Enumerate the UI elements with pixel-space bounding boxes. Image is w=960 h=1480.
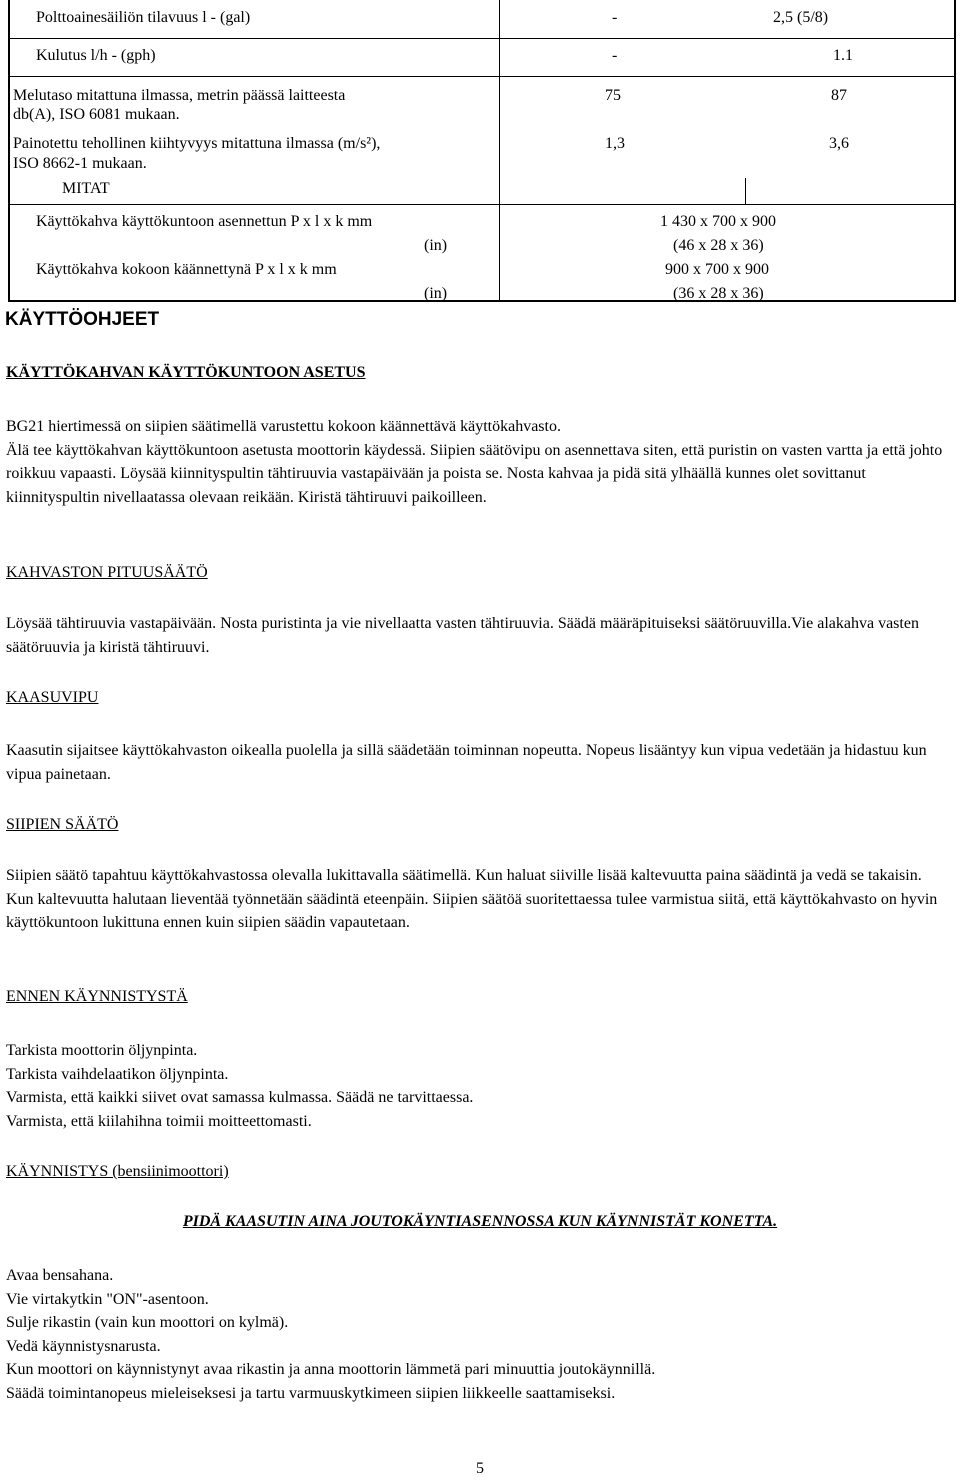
spec-label: ISO 8662-1 mukaan. (13, 155, 147, 172)
list-item: Avaa bensahana. (6, 1267, 114, 1284)
spec-label: db(A), ISO 6081 mukaan. (13, 106, 180, 123)
list-item: Varmista, että kiilahihna toimii moitteettomasti. (6, 1112, 312, 1130)
divider (499, 0, 500, 300)
list-item: Kun moottori on käynnistynyt avaa rikastin ja anna moottorin lämmetä pari minuuttia joutokäynnillä. (6, 1361, 656, 1378)
list-item: Säädä toimintanopeus mieleiseksesi ja tartu varmuuskytkimeen siipien liikkeelle saattamiseksi. (6, 1384, 616, 1402)
dim-value-in: (36 x 28 x 36) (673, 285, 764, 302)
spec-value: 2,5 (5/8) (773, 9, 829, 26)
divider (10, 76, 954, 77)
spec-value: 1,3 (605, 135, 625, 152)
page-number: 5 (476, 1460, 484, 1477)
list-item: Sulje rikastin (vain kun moottori on kylmä). (6, 1314, 289, 1331)
spec-value: - (612, 9, 618, 26)
list-item: Tarkista vaihdelaatikon öljynpinta. (6, 1065, 229, 1083)
list-item: Vie virtakytkin "ON"-asentoon. (6, 1290, 209, 1308)
list-item: Vedä käynnistysnarusta. (6, 1337, 161, 1355)
paragraph: BG21 hiertimessä on siipien säätimellä varustettu kokoon käännettävä käyttökahvasto. (6, 418, 561, 435)
dim-unit: (in) (424, 237, 448, 254)
kaasuvipu-text: Kaasutin sijaitsee käyttökahvaston oikealla puolella ja sillä säädetään toiminnan nopeutta. Nopeus lisääntyy kun vipua vedetään ja hidastuu kun vipua painetaan. (6, 742, 927, 783)
section-heading-siipien: SIIPIEN SÄÄTÖ (6, 816, 119, 833)
emphasis-note: PIDÄ KAASUTIN AINA JOUTOKÄYNTIASENNOSSA KUN KÄYNNISTÄT KONETTA. (182, 1213, 778, 1230)
paragraph: Älä tee käyttökahvan käyttökuntoon asetusta moottorin käydessä. Siipien säätövipu on asennettava siten, että puristin on vasten vartta ja että johto roikkuu vapaasti. Löysää kiinnityspultin tähtiruuvia vastapäivään ja poista se. Nosta kahvaa ja pidä sitä ylhäällä kunnes olet sovittanut kiinnityspultin nivellaatassa olevaan reikään. Kiristä tähtiruuvi paikoilleen. (6, 441, 943, 506)
main-title: KÄYTTÖOHJEET (5, 309, 160, 330)
section-heading-ennen: ENNEN KÄYNNISTYSTÄ (6, 988, 188, 1005)
ennen-list (6, 1039, 946, 1133)
kaynnistys-list (6, 1264, 946, 1405)
spec-value: 1.1 (833, 47, 853, 64)
divider (10, 38, 954, 39)
dim-label: Käyttökahva käyttökuntoon asennettun P x l x k mm (36, 213, 373, 230)
spec-label: Kulutus l/h - (gph) (36, 47, 156, 64)
spec-label: Painotettu tehollinen kiihtyvyys mitattuna ilmassa (m/s²), (13, 135, 381, 152)
dim-label: Käyttökahva kokoon käännettynä P x l x k mm (36, 261, 337, 278)
mitat-heading: MITAT (62, 180, 110, 197)
list-item: Varmista, että kaikki siivet ovat samassa kulmassa. Säädä ne tarvittaessa. (6, 1089, 474, 1106)
dim-value-mm: 900 x 700 x 900 (665, 261, 769, 278)
spec-value: - (612, 47, 618, 64)
spec-label: Melutaso mitattuna ilmassa, metrin päässä laitteesta (13, 87, 346, 104)
pituus-text: Löysää tähtiruuvia vastapäivään. Nosta puristinta ja vie nivellaatta vasten tähtiruuvia. Säädä määräpituiseksi säätöruuvilla.Vie alakahva vasten säätöruuvia ja kiristä tähtiruuvi. (6, 615, 919, 656)
divider (745, 178, 746, 204)
dim-value-in: (46 x 28 x 36) (673, 237, 764, 254)
spec-value: 87 (831, 87, 847, 104)
divider (10, 204, 954, 205)
dim-unit: (in) (424, 285, 448, 302)
spec-label: Polttoainesäiliön tilavuus l - (gal) (36, 9, 251, 26)
spec-value: 3,6 (829, 135, 849, 152)
asetus-text (6, 415, 946, 509)
section-heading-kaynnistys: KÄYNNISTYS (bensiinimoottori) (6, 1163, 229, 1180)
list-item: Tarkista moottorin öljynpinta. (6, 1042, 198, 1059)
spec-value: 75 (605, 87, 621, 104)
section-heading-kaasuvipu: KAASUVIPU (6, 689, 99, 706)
dim-value-mm: 1 430 x 700 x 900 (660, 213, 776, 230)
section-heading-asetus: KÄYTTÖKAHVAN KÄYTTÖKUNTOON ASETUS (6, 364, 366, 381)
section-heading-pituus: KAHVASTON PITUUSÄÄTÖ (6, 564, 208, 581)
siipien-text: Siipien säätö tapahtuu käyttökahvastossa olevalla lukittavalla säätimellä. Kun haluat siiville lisää kaltevuutta paina säädintä ja vedä se takaisin. Kun kaltevuutta halutaan lieventää työnnetään säädintä eteenpäin. Siipien säätöä suoritettaessa tulee varmistua siitä, että käyttökahvasto on hyvin käyttökuntoon lukittuna ennen kuin siipien säädin vapautetaan. (6, 867, 938, 931)
